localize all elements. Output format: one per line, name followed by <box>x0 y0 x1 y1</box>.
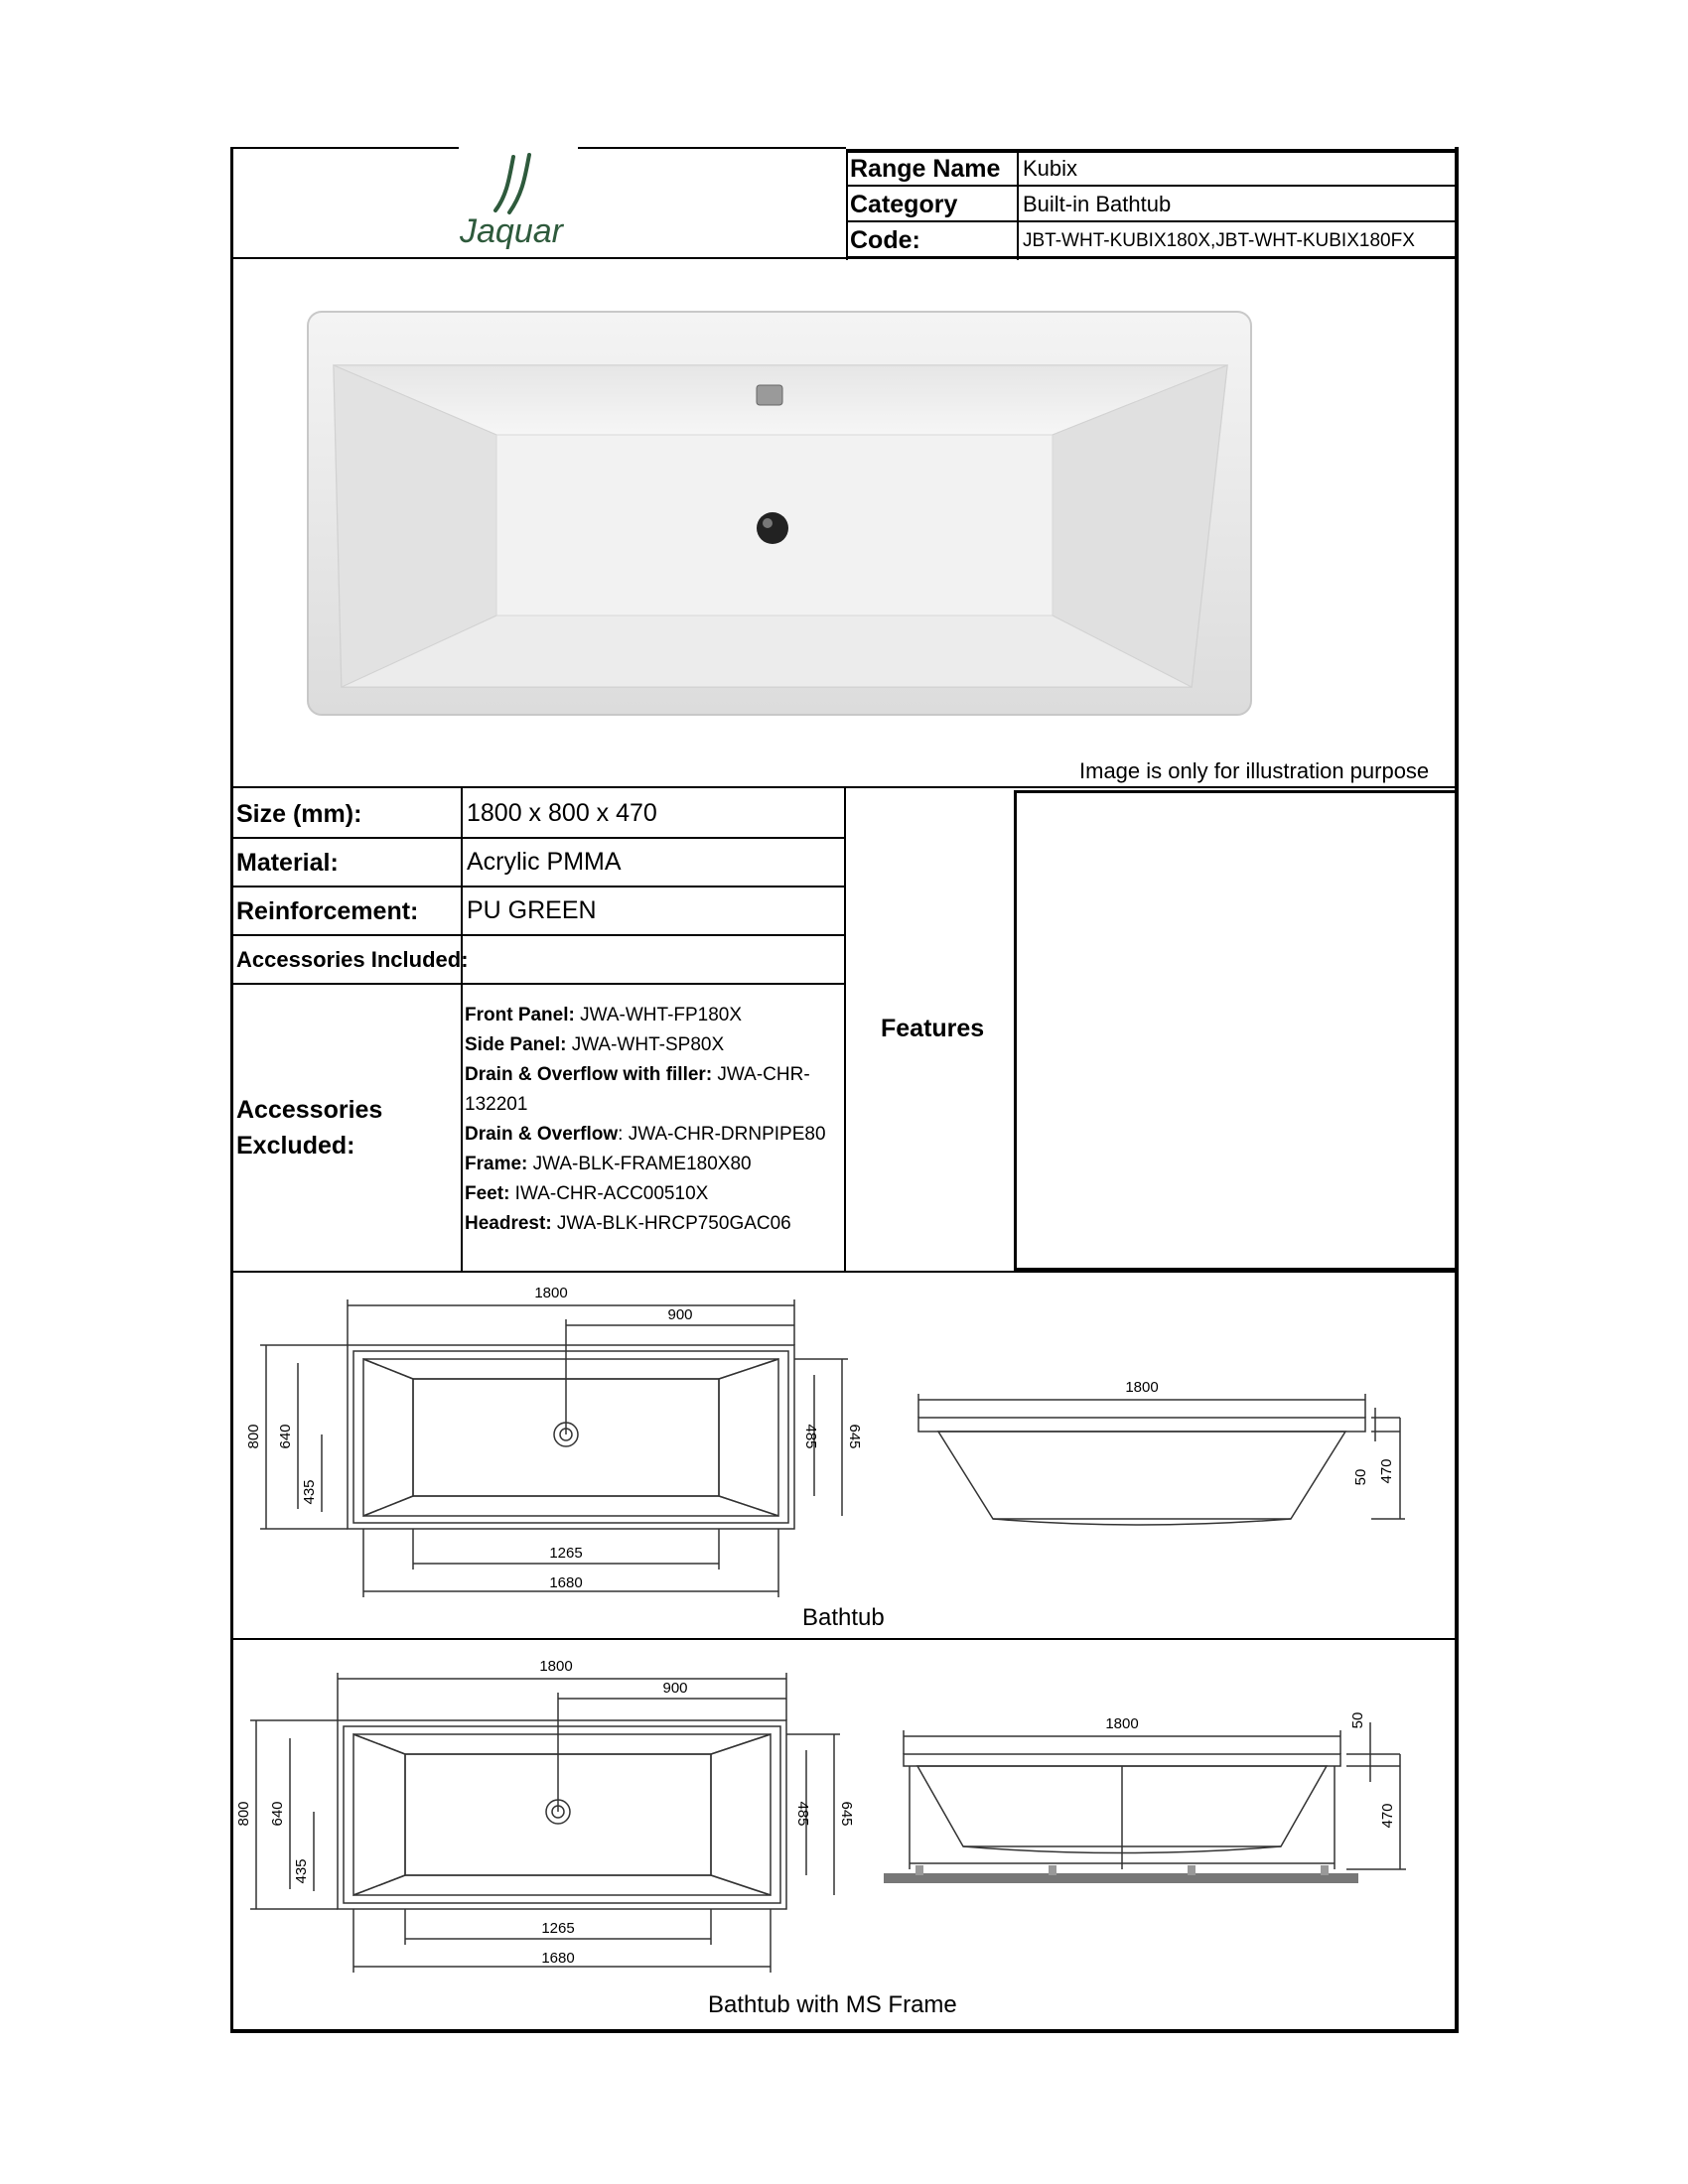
dim-half: 900 <box>667 1306 693 1323</box>
spec-label-material: Material: <box>236 849 339 877</box>
dim-width: 800 <box>245 1424 262 1449</box>
dim-height: 470 <box>1379 1803 1396 1829</box>
dim-length: 1800 <box>539 1658 573 1675</box>
caption-bathtub-frame: Bathtub with MS Frame <box>708 1991 957 2018</box>
dim-width: 800 <box>235 1801 252 1827</box>
excluded-item: Headrest: JWA-BLK-HRCP750GAC06 <box>465 1213 791 1234</box>
excluded-item: Drain & Overflow with filler: JWA-CHR- <box>465 1064 810 1085</box>
excluded-item: Feet: IWA-CHR-ACC00510X <box>465 1183 709 1204</box>
dim-length: 1800 <box>534 1285 568 1301</box>
header-table <box>846 149 1459 260</box>
brand-wordmark: Jaquar <box>460 212 563 250</box>
header-label-code: Code: <box>850 226 920 254</box>
bathtub-photo <box>298 308 1261 725</box>
jaquar-logo-mark <box>452 151 591 255</box>
spec-label-accessories-excluded-1: Accessories <box>236 1096 383 1124</box>
excluded-item: Drain & Overflow: JWA-CHR-DRNPIPE80 <box>465 1124 826 1145</box>
header-value-code: JBT-WHT-KUBIX180X,JBT-WHT-KUBIX180FX <box>1023 230 1415 251</box>
header-value-range: Kubix <box>1023 156 1078 181</box>
drawing-frame-top <box>228 1643 854 1980</box>
excluded-item: Side Panel: JWA-WHT-SP80X <box>465 1034 725 1055</box>
dim-side-length: 1800 <box>1105 1715 1139 1732</box>
header-label-range: Range Name <box>850 155 1001 183</box>
spec-label-accessories-excluded-2: Excluded: <box>236 1132 355 1160</box>
dim-right-a: 485 <box>794 1801 811 1827</box>
dim-outer-length: 1680 <box>549 1574 583 1591</box>
header-value-category: Built-in Bathtub <box>1023 192 1172 216</box>
spec-label-accessories-included: Accessories Included: <box>236 947 469 972</box>
spec-value-reinforcement: PU GREEN <box>467 896 597 924</box>
dim-right-a: 485 <box>802 1424 819 1449</box>
excluded-item: Front Panel: JWA-WHT-FP180X <box>465 1005 743 1025</box>
drawing-bathtub-top <box>238 1276 864 1603</box>
dim-small: 435 <box>293 1858 310 1884</box>
dim-side-length: 1800 <box>1125 1379 1159 1396</box>
caption-bathtub: Bathtub <box>802 1604 885 1631</box>
outer-border-top-mid <box>578 147 846 149</box>
header-label-category: Category <box>850 191 958 218</box>
excluded-item: 132201 <box>465 1094 528 1115</box>
dim-right-b: 645 <box>838 1801 854 1827</box>
features-label: Features <box>881 1015 985 1042</box>
photo-caption: Image is only for illustration purpose <box>1079 758 1430 783</box>
dim-inner-length: 1265 <box>549 1545 583 1562</box>
features-box <box>1014 790 1459 1271</box>
dim-height: 470 <box>1378 1458 1395 1484</box>
dim-rim: 50 <box>1352 1468 1369 1486</box>
excluded-list <box>465 1001 842 1239</box>
dim-right-b: 645 <box>846 1424 863 1449</box>
excluded-item: Frame: JWA-BLK-FRAME180X80 <box>465 1154 752 1174</box>
spec-label-reinforcement: Reinforcement: <box>236 897 419 925</box>
dim-inner-width: 640 <box>269 1801 286 1827</box>
dim-rim: 50 <box>1349 1711 1366 1729</box>
jaquar-logo <box>452 151 591 255</box>
spec-label-size: Size (mm): <box>236 800 362 828</box>
header-bottom-rule <box>230 257 1459 259</box>
dim-inner-length: 1265 <box>541 1920 575 1937</box>
drawing-frame-side <box>874 1693 1430 1901</box>
dim-outer-length: 1680 <box>541 1950 575 1967</box>
dim-inner-width: 640 <box>277 1424 294 1449</box>
outer-border-top-left <box>230 147 459 149</box>
specs-table <box>230 786 1459 1273</box>
spec-value-material: Acrylic PMMA <box>467 848 622 876</box>
spec-value-size: 1800 x 800 x 470 <box>467 799 657 827</box>
outer-border-bottom <box>230 2029 1459 2033</box>
dim-half: 900 <box>662 1680 688 1697</box>
dim-small: 435 <box>301 1479 318 1505</box>
drawing-divider <box>230 1638 1459 1640</box>
drawing-bathtub-side <box>899 1360 1415 1559</box>
